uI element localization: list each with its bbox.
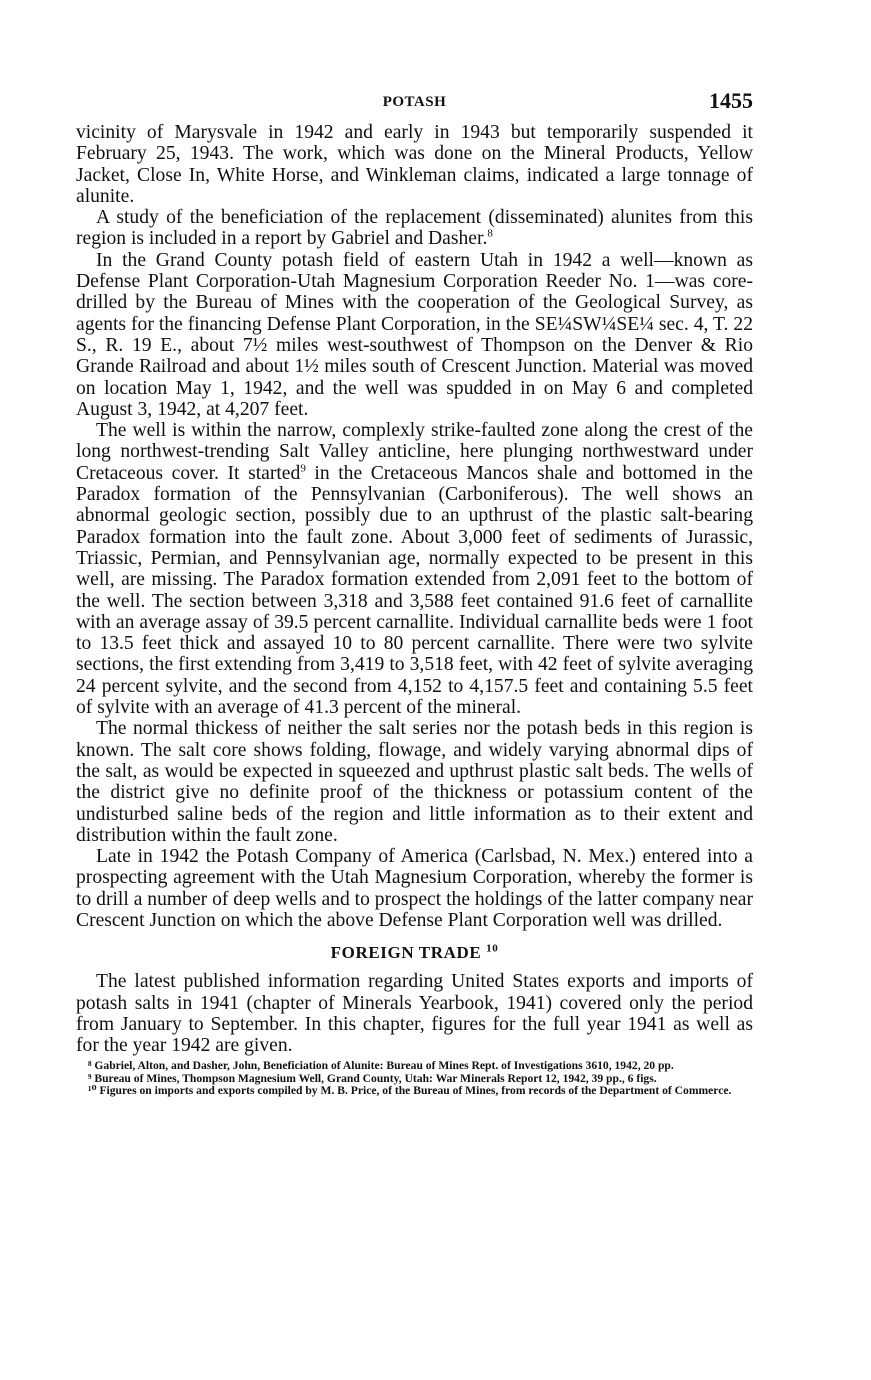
paragraph-text: in the Cretaceous Mancos shale and bottomed in the Paradox formation of the Pennsylvanian (Carboniferous). The well shows an abnormal geologic section, possibly due to an upthrust of the plastic salt-bearing Paradox formation into the fault zone. About 3,000 feet of sediments of Jurassic, Triassic, Permian, and Pennsylvanian age, normally expected to be present in this well, are missing. The Paradox formation extended from 2,091 feet to the bottom of the well. The section between 3,318 and 3,588 feet contained 91.6 feet of carnallite with an average assay of 39.5 percent carnallite. Individual carnallite beds were 1 foot to 13.5 feet thick and assayed 10 to 80 percent carnallite. There were two sylvite sections, the first extending from 3,419 to 3,518 feet, with 42 feet of sylvite averaging 24 percent sylvite, and the second from 4,152 to 4,157.5 feet and containing 5.5 feet of sylvite with an average of 41.3 percent of the mineral. <box>76 462 753 719</box>
footnote-ref: 10 <box>486 942 499 955</box>
page-header <box>76 88 753 122</box>
footnote-ref: 9 <box>300 462 306 475</box>
footnotes <box>76 1060 753 1097</box>
footnote-ref: 8 <box>487 227 493 240</box>
paragraph <box>76 420 753 718</box>
footnote: ⁹ Bureau of Mines, Thompson Magnesium Well, Grand County, Utah: War Minerals Report 12, 1942, 39 pp., 6 figs. <box>88 1071 657 1085</box>
section-heading <box>76 943 753 963</box>
section-heading-text: FOREIGN TRADE <box>330 943 482 963</box>
paragraph: vicinity of Marysvale in 1942 and early in 1943 but temporarily suspended it February 25, 1943. The work, which was done on the Mineral Products, Yellow Jacket, Close In, White Horse, and Winkleman claims, indicated a large tonnage of alunite. <box>76 122 753 207</box>
paragraph: Late in 1942 the Potash Company of America (Carlsbad, N. Mex.) entered into a prospecting agreement with the Utah Magnesium Corporation, whereby the former is to drill a number of deep wells and to prospect the holdings of the latter company near Crescent Junction on which the above Defense Plant Corporation well was drilled. <box>76 846 753 931</box>
page <box>76 88 753 1098</box>
paragraph: The latest published information regarding United States exports and imports of potash salts in 1941 (chapter of Minerals Yearbook, 1941) covered only the period from January to September. In this chapter, figures for the full year 1941 as well as for the year 1942 are given. <box>76 971 753 1057</box>
paragraph-text: A study of the beneficiation of the replacement (disseminated) alunites from this region is included in a report by Gabriel and Dasher. <box>76 207 753 250</box>
paragraph <box>76 207 753 250</box>
body-text <box>76 122 753 1056</box>
footnote: ¹⁰ Figures on imports and exports compiled by M. B. Price, of the Bureau of Mines, from records of the Department of Commerce. <box>88 1084 732 1098</box>
page-number: 1455 <box>709 88 753 113</box>
paragraph: In the Grand County potash field of eastern Utah in 1942 a well—known as Defense Plant Corporation-Utah Magnesium Corporation Reeder No. 1—was core-drilled by the Bureau of Mines with the cooperation of the Geological Survey, as agents for the financing Defense Plant Corporation, in the SE¼SW¼SE¼ sec. 4, T. 22 S., R. 19 E., about 7½ miles west-southwest of Thompson on the Denver & Rio Grande Railroad and about 1½ miles south of Crescent Junction. Material was moved on location May 1, 1942, and the well was spudded in on May 6 and completed August 3, 1942, at 4,207 feet. <box>76 249 753 420</box>
footnote: ⁸ Gabriel, Alton, and Dasher, John, Beneficiation of Alunite: Bureau of Mines Rept. of Investigations 3610, 1942, 20 pp. <box>88 1059 674 1073</box>
paragraph: The normal thickess of neither the salt series nor the potash beds in this region is known. The salt core shows folding, flowage, and widely varying abnormal dips of the salt, as would be expected in squeezed and upthrust plastic salt beds. The wells of the district give no definite proof of the thickness or potassium content of the undisturbed saline beds of the region and little information as to their extent and distribution within the fault zone. <box>76 718 753 846</box>
paragraph-text: The well is within the narrow, complexly strike-faulted zone along the crest of the long northwest-trending Salt Valley anticline, here plunging northwestward under Cretaceous cover. It started <box>76 420 753 484</box>
running-title: POTASH <box>382 94 447 110</box>
